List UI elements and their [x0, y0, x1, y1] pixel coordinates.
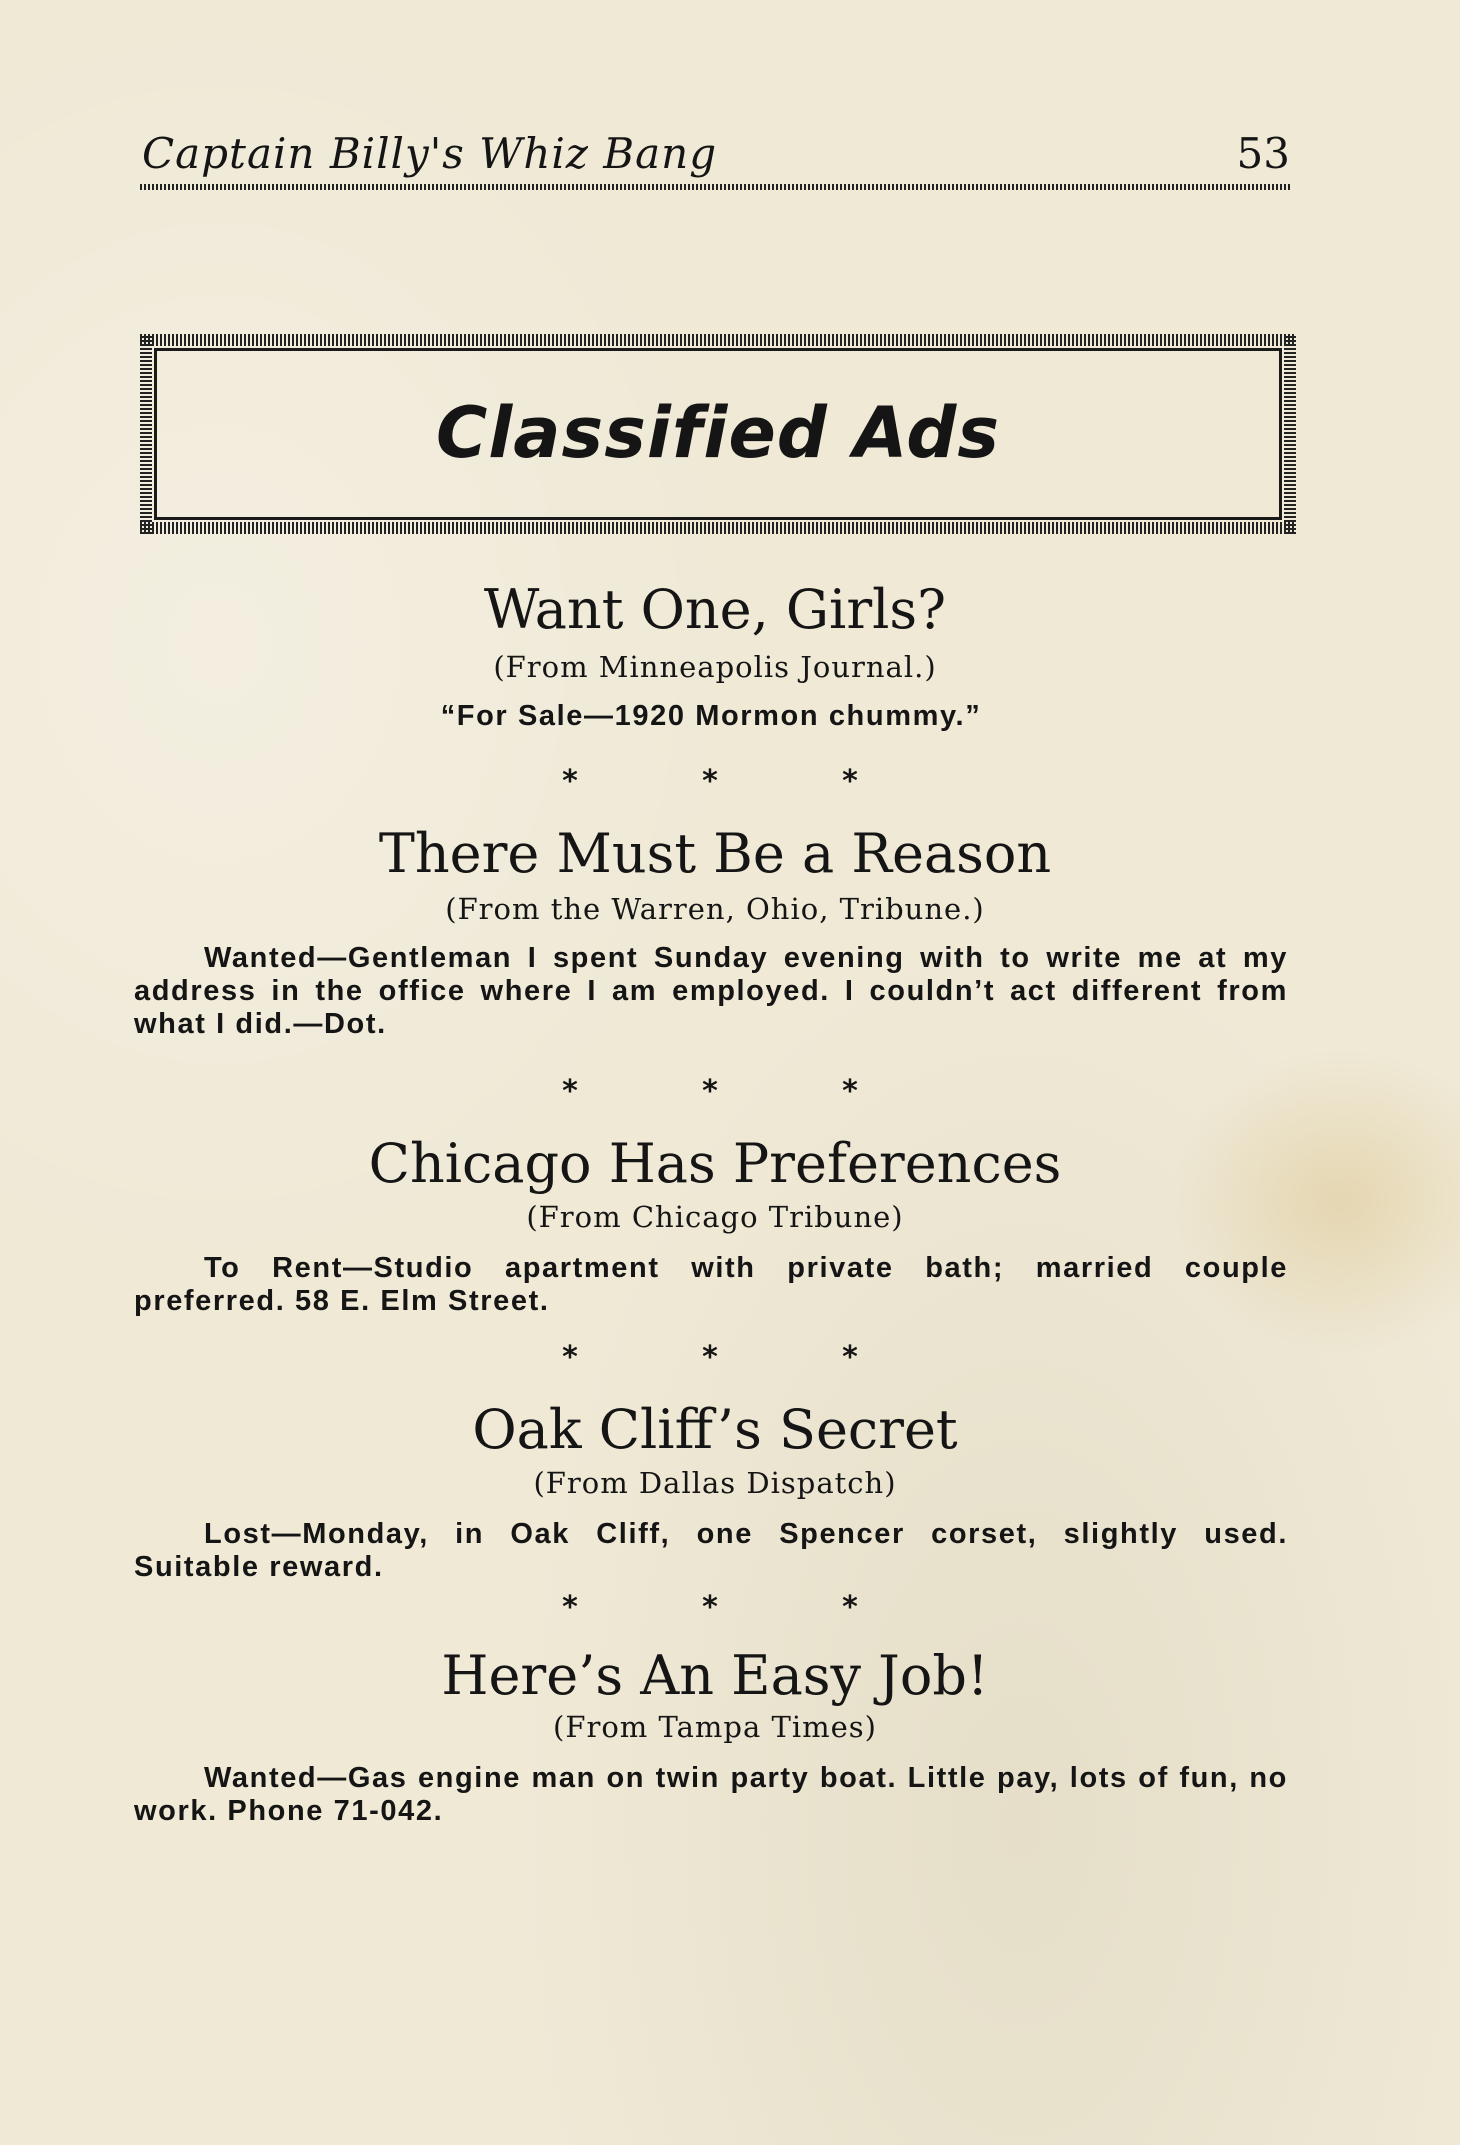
- separator-star: *: [562, 1589, 578, 1625]
- separator-star: *: [842, 1073, 858, 1109]
- header-rule: [140, 184, 1292, 190]
- separator-star: *: [562, 1073, 578, 1109]
- ad-body: “For Sale—1920 Mormon chummy.”: [440, 700, 982, 732]
- ad-title: There Must Be a Reason: [378, 822, 1052, 885]
- separator-star: *: [562, 763, 578, 799]
- box-hatch-top: [140, 334, 1296, 346]
- box-hatch-bottom: [140, 522, 1296, 534]
- section-title: Classified Ads: [435, 392, 1001, 474]
- separator: [560, 1073, 860, 1109]
- separator-star: *: [702, 1073, 718, 1109]
- ad-title: Want One, Girls?: [483, 578, 947, 641]
- separator: [560, 1339, 860, 1375]
- separator: [560, 1589, 860, 1625]
- separator-star: *: [702, 1339, 718, 1375]
- ad-body: To Rent—Studio apartment with private bath; married couple preferred. 58 E. Elm Street.: [134, 1252, 1288, 1317]
- ad-title: Oak Cliff’s Secret: [472, 1398, 958, 1461]
- section-title-box: [140, 334, 1296, 534]
- running-header: [140, 128, 1292, 190]
- separator-star: *: [702, 763, 718, 799]
- ad-body: Wanted—Gas engine man on twin party boat. Little pay, lots of fun, no work. Phone 71-042.: [134, 1762, 1288, 1827]
- ad-body: Lost—Monday, in Oak Cliff, one Spencer corset, slightly used. Suitable reward.: [134, 1518, 1288, 1583]
- ad-source: (From Dallas Dispatch): [533, 1466, 897, 1500]
- ad-source: (From Chicago Tribune): [526, 1200, 904, 1234]
- ad-title: Here’s An Easy Job!: [441, 1644, 989, 1707]
- ad-source: (From the Warren, Ohio, Tribune.): [445, 892, 985, 926]
- separator-star: *: [842, 1339, 858, 1375]
- separator: [560, 763, 860, 799]
- separator-star: *: [842, 1589, 858, 1625]
- ad-source: (From Minneapolis Journal.): [493, 650, 937, 684]
- separator-star: *: [842, 763, 858, 799]
- separator-star: *: [702, 1589, 718, 1625]
- separator-star: *: [562, 1339, 578, 1375]
- page-number: 53: [1236, 129, 1290, 178]
- ad-body: Wanted—Gentleman I spent Sunday evening with to write me at my address in the office where I am employed. I couldn’t act different from what I did.—Dot.: [134, 942, 1288, 1040]
- magazine-title: Captain Billy's Whiz Bang: [142, 129, 718, 178]
- ad-title: Chicago Has Preferences: [368, 1132, 1062, 1195]
- ad-source: (From Tampa Times): [553, 1710, 877, 1744]
